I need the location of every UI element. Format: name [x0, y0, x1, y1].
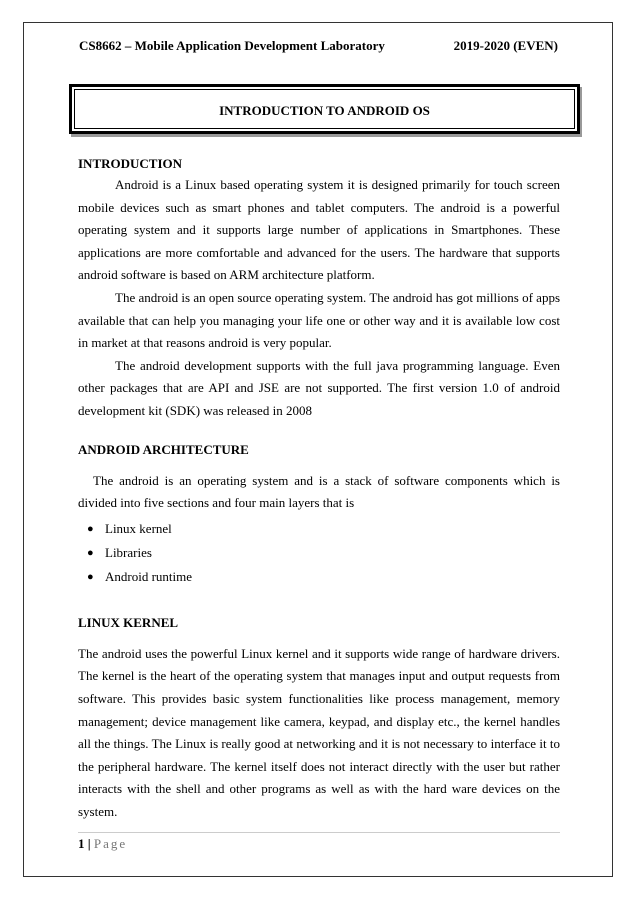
course-title: CS8662 – Mobile Application Development Laboratory	[79, 38, 385, 53]
section-heading-linux-kernel: LINUX KERNEL	[78, 614, 179, 630]
page-label: Page	[93, 836, 128, 851]
intro-paragraph-1: Android is a Linux based operating system it is designed primarily for touch screen mobile devices such as smart phones and tablet computers. The android is a powerful operating system and it supports large number of applications in Smartphones. These applications are more comfortable and advanced for the users. The hardware that supports android software is based on ARM architecture platform.	[78, 177, 560, 283]
footer-divider	[78, 832, 560, 833]
section-heading-introduction: INTRODUCTION	[78, 156, 183, 171]
intro-paragraph-2: The android is an open source operating system. The android has got millions of apps available that can help you managing your life one or other way and it is available low cost in market at that reasons android is very popular.	[78, 289, 560, 351]
kernel-paragraph: The android uses the powerful Linux kernel and it supports wide range of hardware drivers. The kernel is the heart of the operating system that manages input and output requests from software. This provides basic system functionalities like process management, memory management; device management like camera, keypad, and display etc., the kernel handles all the things. The Linux is really good at networking and it is not necessary to interface it to the peripheral hardware. The kernel itself does not interact directly with the user but rather interacts with the shell and other programs as well as with the hard ware devices on the system.	[78, 645, 560, 819]
academic-year: 2019-2020 (EVEN)	[453, 38, 558, 53]
document-body	[78, 154, 560, 823]
page-header	[79, 38, 558, 54]
bullet-icon: ●	[87, 522, 94, 535]
page-number: 1	[78, 836, 85, 851]
architecture-list	[78, 517, 560, 589]
list-item: ● Android runtime	[105, 565, 560, 589]
architecture-paragraph: The android is an operating system and is a stack of software components which is divided into five sections and four main layers that is	[78, 472, 560, 511]
bullet-icon: ●	[87, 570, 94, 583]
document-title: INTRODUCTION TO ANDROID OS	[219, 103, 430, 118]
bullet-icon: ●	[87, 546, 94, 559]
intro-paragraph-3: The android development supports with the full java programming language. Even other packages that are API and JSE are not supported. The first version 1.0 of android development kit (SDK) was released in 2008	[78, 357, 560, 418]
section-heading-architecture: ANDROID ARCHITECTURE	[78, 441, 249, 457]
page-footer	[78, 836, 127, 852]
footer-separator: |	[87, 836, 91, 851]
list-item: ● Linux kernel	[105, 517, 560, 541]
list-item: ● Libraries	[105, 541, 560, 565]
title-box	[69, 84, 580, 134]
